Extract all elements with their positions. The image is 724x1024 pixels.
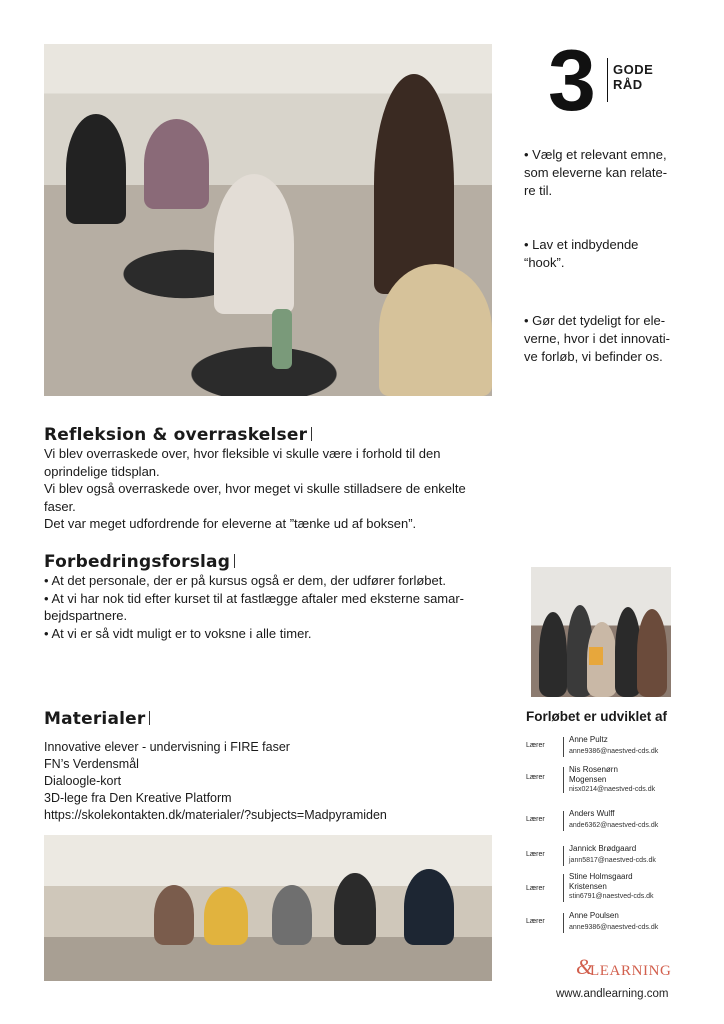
credits-title: Forløbet er udviklet af	[526, 709, 668, 724]
section-materialer	[44, 709, 514, 824]
credit-info	[569, 765, 709, 795]
photo-figure	[334, 873, 376, 945]
tips-number: 3	[548, 33, 594, 129]
refleksion-heading: Refleksion & overraskelser	[44, 425, 308, 445]
credit-role: Lærer	[526, 851, 545, 858]
materialer-text: Innovative elever - undervisning i FIRE faser FN’s Verdensmål Dialoogle-kort 3D-lege fra Den Kreative Platform https://skolekontakten.dk/materialer/?subjects=Madpyramiden	[44, 740, 387, 822]
photo-figure	[66, 114, 126, 224]
credit-divider	[563, 913, 564, 933]
forbedring-heading: Forbedringsforslag	[44, 552, 231, 572]
divider-line	[607, 58, 608, 102]
credit-info	[569, 872, 709, 902]
credit-name: Anne Poulsen	[569, 911, 619, 920]
team-photo	[531, 567, 671, 697]
credit-email: jann5817@naestved-cds.dk	[569, 857, 656, 864]
logo-word: LEARNING	[590, 963, 672, 979]
photo-figure	[154, 885, 194, 945]
credit-role: Lærer	[526, 742, 545, 749]
photo-figure	[404, 869, 454, 945]
credit-info	[569, 911, 709, 933]
heading-bar	[311, 427, 312, 441]
tips-label-line1: GODE	[613, 62, 654, 77]
heading-bar	[149, 711, 150, 725]
forbedring-text: • At det personale, der er på kursus også er dem, der udfører forløbet. • At vi har nok tid efter kurset til at fastlægge aftaler med eksterne samar- bejdspartnere. • At vi er så vidt muligt er to voksne i alle timer.	[44, 573, 465, 641]
credit-info	[569, 844, 709, 866]
heading-bar	[234, 554, 235, 568]
photo-figure	[539, 612, 567, 697]
tip-item: • Vælg et relevant emne, som eleverne kan relate- re til.	[524, 147, 668, 198]
credit-divider	[563, 874, 564, 902]
credit-email: nisx0214@naestved-cds.dk	[569, 786, 656, 793]
photo-figure	[374, 74, 454, 294]
credit-email: anne9386@naestved-cds.dk	[569, 924, 659, 931]
website-link[interactable]: www.andlearning.com	[556, 988, 669, 1000]
credit-role: Lærer	[526, 816, 545, 823]
photo-figure	[144, 119, 209, 209]
section-heading	[44, 425, 514, 445]
credit-divider	[563, 846, 564, 866]
credit-email: ande6362@naestved-cds.dk	[569, 822, 659, 829]
credit-role: Lærer	[526, 918, 545, 925]
logo-ampersand: &	[576, 954, 594, 979]
photo-figure	[214, 174, 294, 314]
credit-name: Anne Pultz	[569, 735, 608, 744]
credit-name: Anders Wulff	[569, 809, 615, 818]
credit-email: stin6791@naestved-cds.dk	[569, 893, 654, 900]
credit-name: Jannick Brødgaard	[569, 844, 637, 853]
credit-divider	[563, 811, 564, 831]
classroom-photo-top	[44, 44, 492, 396]
credit-name: Nis Rosenørn Mogensen	[569, 765, 618, 784]
credit-info	[569, 735, 709, 757]
credit-divider	[563, 767, 564, 793]
book-cover	[589, 647, 603, 665]
credit-info	[569, 809, 709, 831]
section-heading	[44, 552, 514, 572]
classroom-photo-bottom	[44, 835, 492, 981]
credit-role: Lærer	[526, 885, 545, 892]
section-forbedring	[44, 552, 514, 642]
refleksion-text: Vi blev overraskede over, hvor fleksible vi skulle være i forhold til den oprindelige tidsplan. Vi blev også overraskede over, hvor meget vi skulle stilladsere de enkelte faser. Det var meget udfordrende for eleverne at ”tænke ud af boksen”.	[44, 446, 466, 531]
credit-divider	[563, 737, 564, 757]
tips-label-line2: RÅD	[613, 77, 643, 92]
photo-figure	[637, 609, 667, 697]
credit-name: Stine Holmsgaard Kristensen	[569, 872, 633, 891]
tip-item: • Gør det tydeligt for ele- verne, hvor i det innovati- ve forløb, vi befinder os.	[524, 313, 670, 364]
credit-email: anne9386@naestved-cds.dk	[569, 748, 659, 755]
tips-label	[613, 62, 693, 92]
andlearning-logo	[576, 956, 686, 982]
credit-role: Lærer	[526, 774, 545, 781]
materialer-heading: Materialer	[44, 709, 146, 729]
section-refleksion	[44, 425, 514, 533]
photo-figure	[204, 887, 248, 945]
photo-figure	[272, 885, 312, 945]
tip-item: • Lav et indbydende “hook”.	[524, 237, 639, 270]
photo-figure	[379, 264, 492, 396]
photo-figure	[272, 309, 292, 369]
section-heading	[44, 709, 514, 729]
